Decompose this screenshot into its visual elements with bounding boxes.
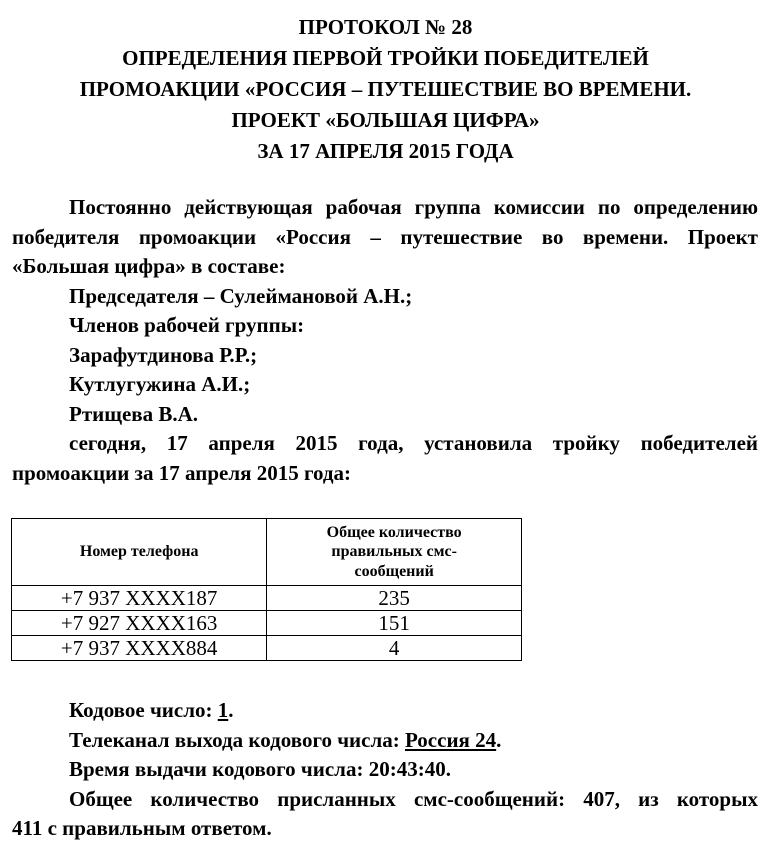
- channel-label: Телеканал выхода кодового числа:: [69, 727, 405, 752]
- total-line-1: Общее количество присланных смс-сообщений: 407, из которых: [69, 786, 758, 811]
- decision-line-2: промоакции за 17 апреля 2015 года:: [12, 460, 351, 485]
- time-label: Время выдачи кодового числа:: [69, 757, 369, 781]
- intro-line-1: Постоянно действующая рабочая группа комиссии по определению: [69, 195, 758, 219]
- channel-line: [12, 726, 758, 756]
- code-value: 1: [217, 698, 229, 722]
- count-cell: 151: [267, 611, 522, 636]
- winners-table: [11, 518, 522, 661]
- header-phone: Номер телефона: [12, 519, 267, 586]
- code-label: Кодовое число:: [69, 698, 218, 722]
- table-row: [12, 611, 522, 636]
- header-count-text: Общее количество правильных смс-сообщений: [326, 523, 462, 580]
- member-3: Ртищева В.А.: [69, 401, 199, 426]
- summary-block: [12, 696, 758, 844]
- title-line-4: ПРОЕКТ «БОЛЬШАЯ ЦИФРА»: [231, 108, 540, 132]
- time-value: 20:43:40.: [368, 757, 451, 781]
- code-end: .: [228, 698, 234, 722]
- phone-cell: +7 937 XXXX884: [12, 636, 267, 661]
- table-row: [12, 586, 522, 611]
- title-line-2: ОПРЕДЕЛЕНИЯ ПЕРВОЙ ТРОЙКИ ПОБЕДИТЕЛЕЙ: [122, 46, 649, 70]
- header-count: [267, 519, 522, 586]
- time-line: [12, 755, 758, 785]
- channel-end: .: [496, 727, 502, 752]
- count-cell: 4: [267, 636, 522, 661]
- document-title: [0, 12, 771, 167]
- table-row: [12, 636, 522, 661]
- intro-line-3: «Большая цифра» в составе:: [12, 254, 286, 278]
- title-line-3: ПРОМОАКЦИИ «РОССИЯ – ПУТЕШЕСТВИЕ ВО ВРЕМЕНИ.: [79, 77, 692, 101]
- title-line-1: ПРОТОКОЛ № 28: [298, 15, 473, 39]
- decision-line-1: сегодня, 17 апреля 2015 года, установила тройку победителей: [69, 431, 758, 455]
- member-1: Зарафутдинова Р.Р.;: [69, 342, 258, 367]
- intro-paragraph: [12, 193, 758, 488]
- group-label: Членов рабочей группы:: [69, 313, 305, 337]
- count-cell: 235: [267, 586, 522, 611]
- table-header-row: [12, 519, 522, 586]
- title-line-5: ЗА 17 АПРЕЛЯ 2015 ГОДА: [257, 139, 514, 163]
- chair-line: Председателя – Сулеймановой А.Н.;: [69, 283, 413, 308]
- phone-cell: +7 927 XXXX163: [12, 611, 267, 636]
- total-line-2: 411 с правильным ответом.: [12, 816, 272, 840]
- phone-cell: +7 937 XXXX187: [12, 586, 267, 611]
- intro-line-2: победителя промоакции «Россия – путешествие во времени. Проект: [12, 224, 758, 249]
- member-2: Кутлугужина А.И.;: [69, 372, 251, 396]
- code-number-line: [12, 696, 758, 726]
- channel-value: Россия 24: [405, 727, 497, 752]
